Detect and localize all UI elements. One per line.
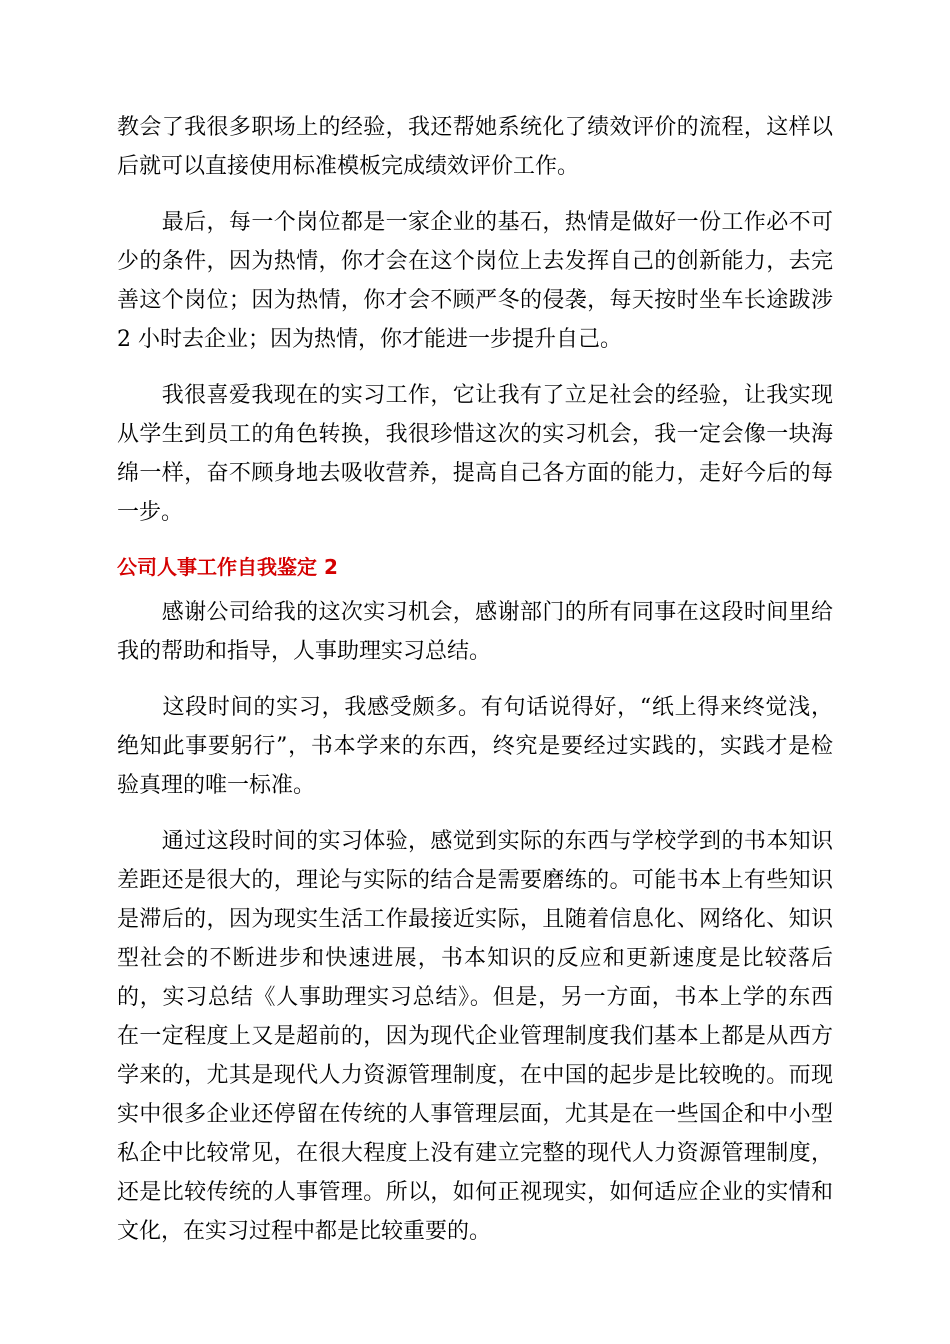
- paragraph-line: 绵一样，奋不顾身地去吸收营养，提高自己各方面的能力，走好今后的每: [117, 461, 833, 486]
- section-heading: 公司人事工作自我鉴定 2: [117, 555, 338, 579]
- paragraph-line: 是滞后的，因为现实生活工作最接近实际，且随着信息化、网络化、知识: [117, 907, 833, 932]
- paragraph-line: 后就可以直接使用标准模板完成绩效评价工作。: [117, 154, 580, 179]
- paragraph-line: 验真理的唯一标准。: [117, 773, 316, 798]
- paragraph-line: 这段时间的实习，我感受颇多。有句话说得好，“纸上得来终觉浅，: [117, 695, 833, 720]
- paragraph-line: 还是比较传统的人事管理。所以，如何正视现实，如何适应企业的实情和: [117, 1180, 833, 1205]
- paragraph: [117, 376, 833, 532]
- paragraph: [117, 108, 833, 186]
- paragraph-line: 我很喜爱我现在的实习工作，它让我有了立足社会的经验，让我实现: [117, 383, 833, 408]
- paragraph-line: 的，实习总结《人事助理实习总结》。但是，另一方面，书本上学的东西: [117, 985, 833, 1010]
- paragraph-line: 感谢公司给我的这次实习机会，感谢部门的所有同事在这段时间里给: [117, 600, 833, 625]
- paragraph-line: 从学生到员工的角色转换，我很珍惜这次的实习机会，我一定会像一块海: [117, 422, 833, 447]
- document-body: [117, 108, 833, 1268]
- paragraph-line: 型社会的不断进步和快速进展，书本知识的反应和更新速度是比较落后: [117, 946, 833, 971]
- paragraph-line: 善这个岗位；因为热情，你才会不顾严冬的侵袭，每天按时坐车长途跋涉: [117, 288, 833, 313]
- paragraph-line: 少的条件，因为热情，你才会在这个岗位上去发挥自己的创新能力，去完: [117, 249, 833, 274]
- paragraph-line: 2 小时去企业；因为热情，你才能进一步提升自己。: [117, 327, 622, 352]
- paragraph: [117, 203, 833, 359]
- paragraph-line: 文化，在实习过程中都是比较重要的。: [117, 1219, 492, 1244]
- paragraph-line: 通过这段时间的实习体验，感觉到实际的东西与学校学到的书本知识: [117, 829, 833, 854]
- paragraph-line: 学来的，尤其是现代人力资源管理制度，在中国的起步是比较晚的。而现: [117, 1063, 833, 1088]
- section-after-heading: [117, 593, 833, 1251]
- paragraph-line: 最后，每一个岗位都是一家企业的基石，热情是做好一份工作必不可: [117, 210, 833, 235]
- paragraph-line: 实中很多企业还停留在传统的人事管理层面，尤其是在一些国企和中小型: [117, 1102, 833, 1127]
- paragraph-line: 一步。: [117, 500, 184, 525]
- paragraph-line: 绝知此事要躬行”，书本学来的东西，终究是要经过实践的，实践才是检: [117, 734, 833, 759]
- paragraph-line: 差距还是很大的，理论与实际的结合是需要磨练的。可能书本上有些知识: [117, 868, 833, 893]
- section-before-heading: [117, 108, 833, 532]
- paragraph-line: 教会了我很多职场上的经验，我还帮她系统化了绩效评价的流程，这样以: [117, 115, 833, 140]
- paragraph-line: 我的帮助和指导，人事助理实习总结。: [117, 639, 492, 664]
- paragraph: [117, 822, 833, 1251]
- paragraph-line: 在一定程度上又是超前的，因为现代企业管理制度我们基本上都是从西方: [117, 1024, 833, 1049]
- paragraph-line: 私企中比较常见，在很大程度上没有建立完整的现代人力资源管理制度，: [117, 1141, 833, 1166]
- paragraph: [117, 593, 833, 671]
- paragraph: [117, 688, 833, 805]
